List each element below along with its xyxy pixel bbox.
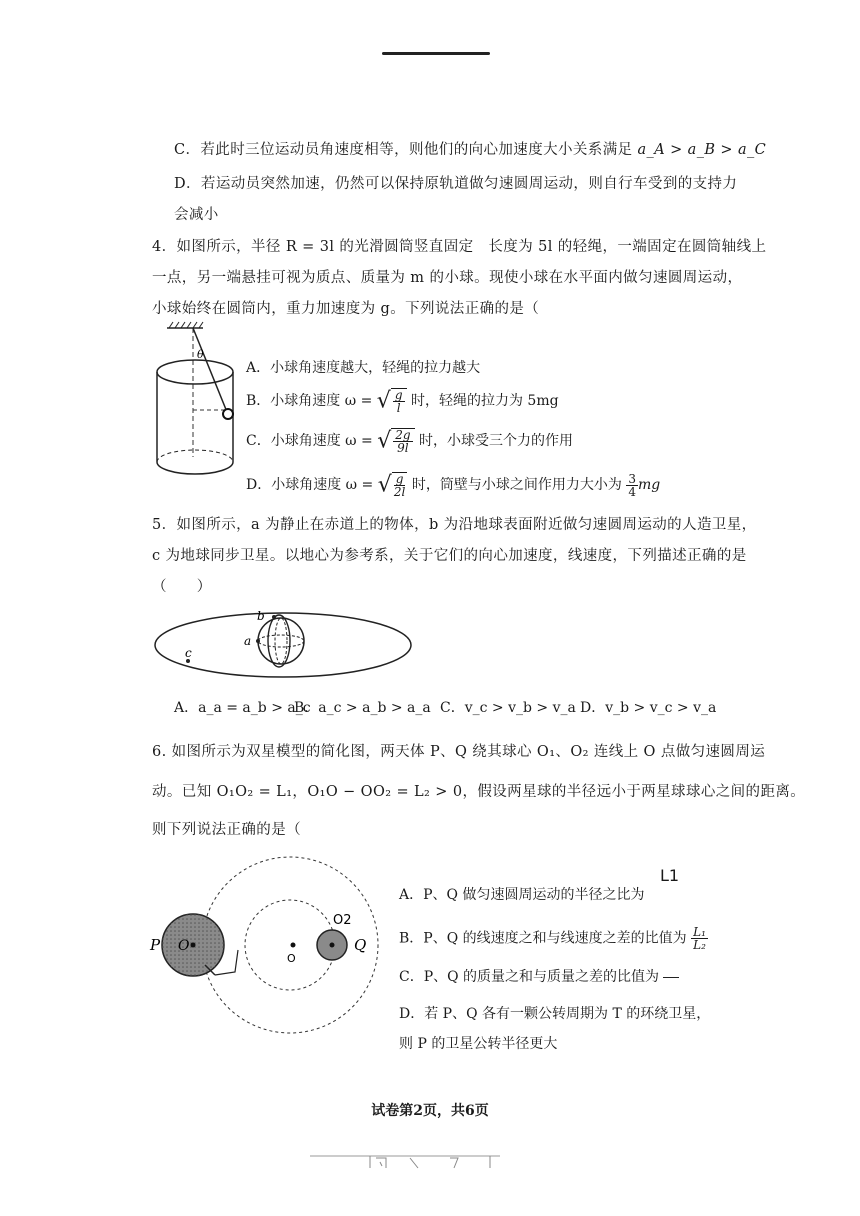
q5-orbit-figure xyxy=(153,605,418,685)
q4-stem-line1: 4．如图所示，半径 R = 3l 的光滑圆筒竖直固定 长度为 5l 的轻绳，一端固定在圆筒轴线上 xyxy=(152,239,767,255)
q6-option-c-text: C．P、Q 的质量之和与质量之差的比值为 xyxy=(399,969,660,985)
q4-option-a: A．小球角速度越大，轻绳的拉力越大 xyxy=(246,360,481,376)
q5-option-d: D．v_b > v_c > v_a xyxy=(580,700,717,716)
q5-stem-line1: 5．如图所示，a 为静止在赤道上的物体，b 为沿地球表面附近做匀速圆周运动的人造卫星， xyxy=(152,517,757,533)
q6-option-d-line1: D．若 P、Q 各有一颗公转周期为 T 的环绕卫星， xyxy=(399,1006,711,1022)
page-footer: 试卷第2页，共6页 xyxy=(371,1103,489,1119)
q4-stem-line3: 小球始终在圆筒内，重力加速度为 g。下列说法正确的是（ xyxy=(152,301,540,317)
q4-option-d: D．小球角速度 ω = √ $\frac{g}{2l}$ 时，筒壁与小球之间作用力大小为 $\frac{3}{4}$ mg xyxy=(246,471,661,499)
q4-option-b-suffix: 时，轻绳的拉力为 5mg xyxy=(410,393,559,409)
q4-option-b-prefix: B．小球角速度 ω = xyxy=(246,393,373,409)
q3-option-d-line2: 会减小 xyxy=(174,207,219,223)
q4-option-d-num: g xyxy=(395,472,404,486)
q5-option-a: A．a_a = a_b > a_c xyxy=(174,700,311,716)
q5-option-b: B．a_c > a_b > a_a xyxy=(294,700,431,716)
scan-top-mark xyxy=(382,52,490,55)
q3-option-c-text: C．若此时三位运动员角速度相等，则他们的向心加速度大小关系满足 xyxy=(174,142,633,158)
q6-label-o2: O2 xyxy=(333,913,352,928)
q4-option-c-prefix: C．小球角速度 ω = xyxy=(246,433,373,449)
q4-option-d-suffix: 时，筒壁与小球之间作用力大小为 xyxy=(411,477,622,493)
q4-option-c-den: 9l xyxy=(397,441,409,455)
q6-stem-line2: 动。已知 O₁O₂ = L₁，O₁O − OO₂ = L₂ > 0，假设两星球的半径远小于两星球球心之间的距离。 xyxy=(152,784,806,800)
q5-label-c: c xyxy=(185,646,192,660)
q4-option-c-num: 2g xyxy=(395,428,411,442)
q4-option-d-frac-den: 4 xyxy=(628,484,636,499)
q4-option-b-den: l xyxy=(396,401,401,415)
q6-label-o: O xyxy=(287,952,296,965)
q6-option-b-num: L₁ xyxy=(693,925,706,939)
q5-label-b: b xyxy=(257,609,265,623)
q4-option-c-suffix: 时，小球受三个力的作用 xyxy=(419,433,574,449)
q6-label-p: P xyxy=(150,936,161,954)
q6-stem-line3: 则下列说法正确的是（ xyxy=(152,822,301,838)
q5-label-a: a xyxy=(244,634,252,648)
q4-option-d-frac-num: 3 xyxy=(628,471,636,486)
q6-option-b-text: B．P、Q 的线速度之和与线速度之差的比值为 xyxy=(399,930,687,947)
q6-label-o1: O xyxy=(178,938,190,954)
scan-bottom-mark xyxy=(310,1152,500,1170)
q6-option-a: A．P、Q 做匀速圆周运动的半径之比为 xyxy=(399,887,645,903)
q6-label-q: Q xyxy=(354,936,367,954)
q6-option-a-handwritten: L1 xyxy=(660,866,680,885)
q4-cylinder-figure xyxy=(155,322,250,482)
q5-stem-line2: c 为地球同步卫星。以地心为参考系，关于它们的向心加速度，线速度，下列描述正确的是 xyxy=(152,548,747,564)
q4-option-d-prefix: D．小球角速度 ω = xyxy=(246,477,374,493)
q6-option-c xyxy=(399,966,679,986)
q3-option-d-line1: D．若运动员突然加速，仍然可以保持原轨道做匀速圆周运动，则自行车受到的支持力 xyxy=(174,176,738,192)
q4-stem-line2: 一点，另一端悬挂可视为质点、质量为 m 的小球。现使小球在水平面内做匀速圆周运动， xyxy=(152,270,743,286)
q4-option-b: B．小球角速度 ω = √ $\frac{g}{l}$ 时，轻绳的拉力为 5mg xyxy=(246,388,559,415)
q3-option-c-math: a_A > a_B > a_C xyxy=(637,142,767,158)
q6-binary-star-figure xyxy=(150,850,400,1040)
q6-stem-line1: 6. 如图所示为双星模型的简化图，两天体 P、Q 绕其球心 O₁、O₂ 连线上 O 点做匀速圆周运 xyxy=(152,744,766,760)
q4-theta-label: θ xyxy=(197,348,204,361)
q5-stem-line3: （ ） xyxy=(152,579,212,595)
q6-option-b-den: L₂ xyxy=(693,938,706,952)
q4-option-d-tail: mg xyxy=(638,477,661,493)
q4-option-c: C．小球角速度 ω = √ $\frac{2g}{9l}$ 时，小球受三个力的作用 xyxy=(246,428,574,455)
q4-option-b-num: g xyxy=(394,388,403,402)
q4-option-d-den: 2l xyxy=(393,485,406,499)
q6-option-d-line2: 则 P 的卫星公转半径更大 xyxy=(399,1036,558,1052)
q6-option-b xyxy=(399,926,708,951)
q5-option-c: C．v_c > v_b > v_a xyxy=(440,700,576,716)
q3-option-c xyxy=(174,138,766,159)
